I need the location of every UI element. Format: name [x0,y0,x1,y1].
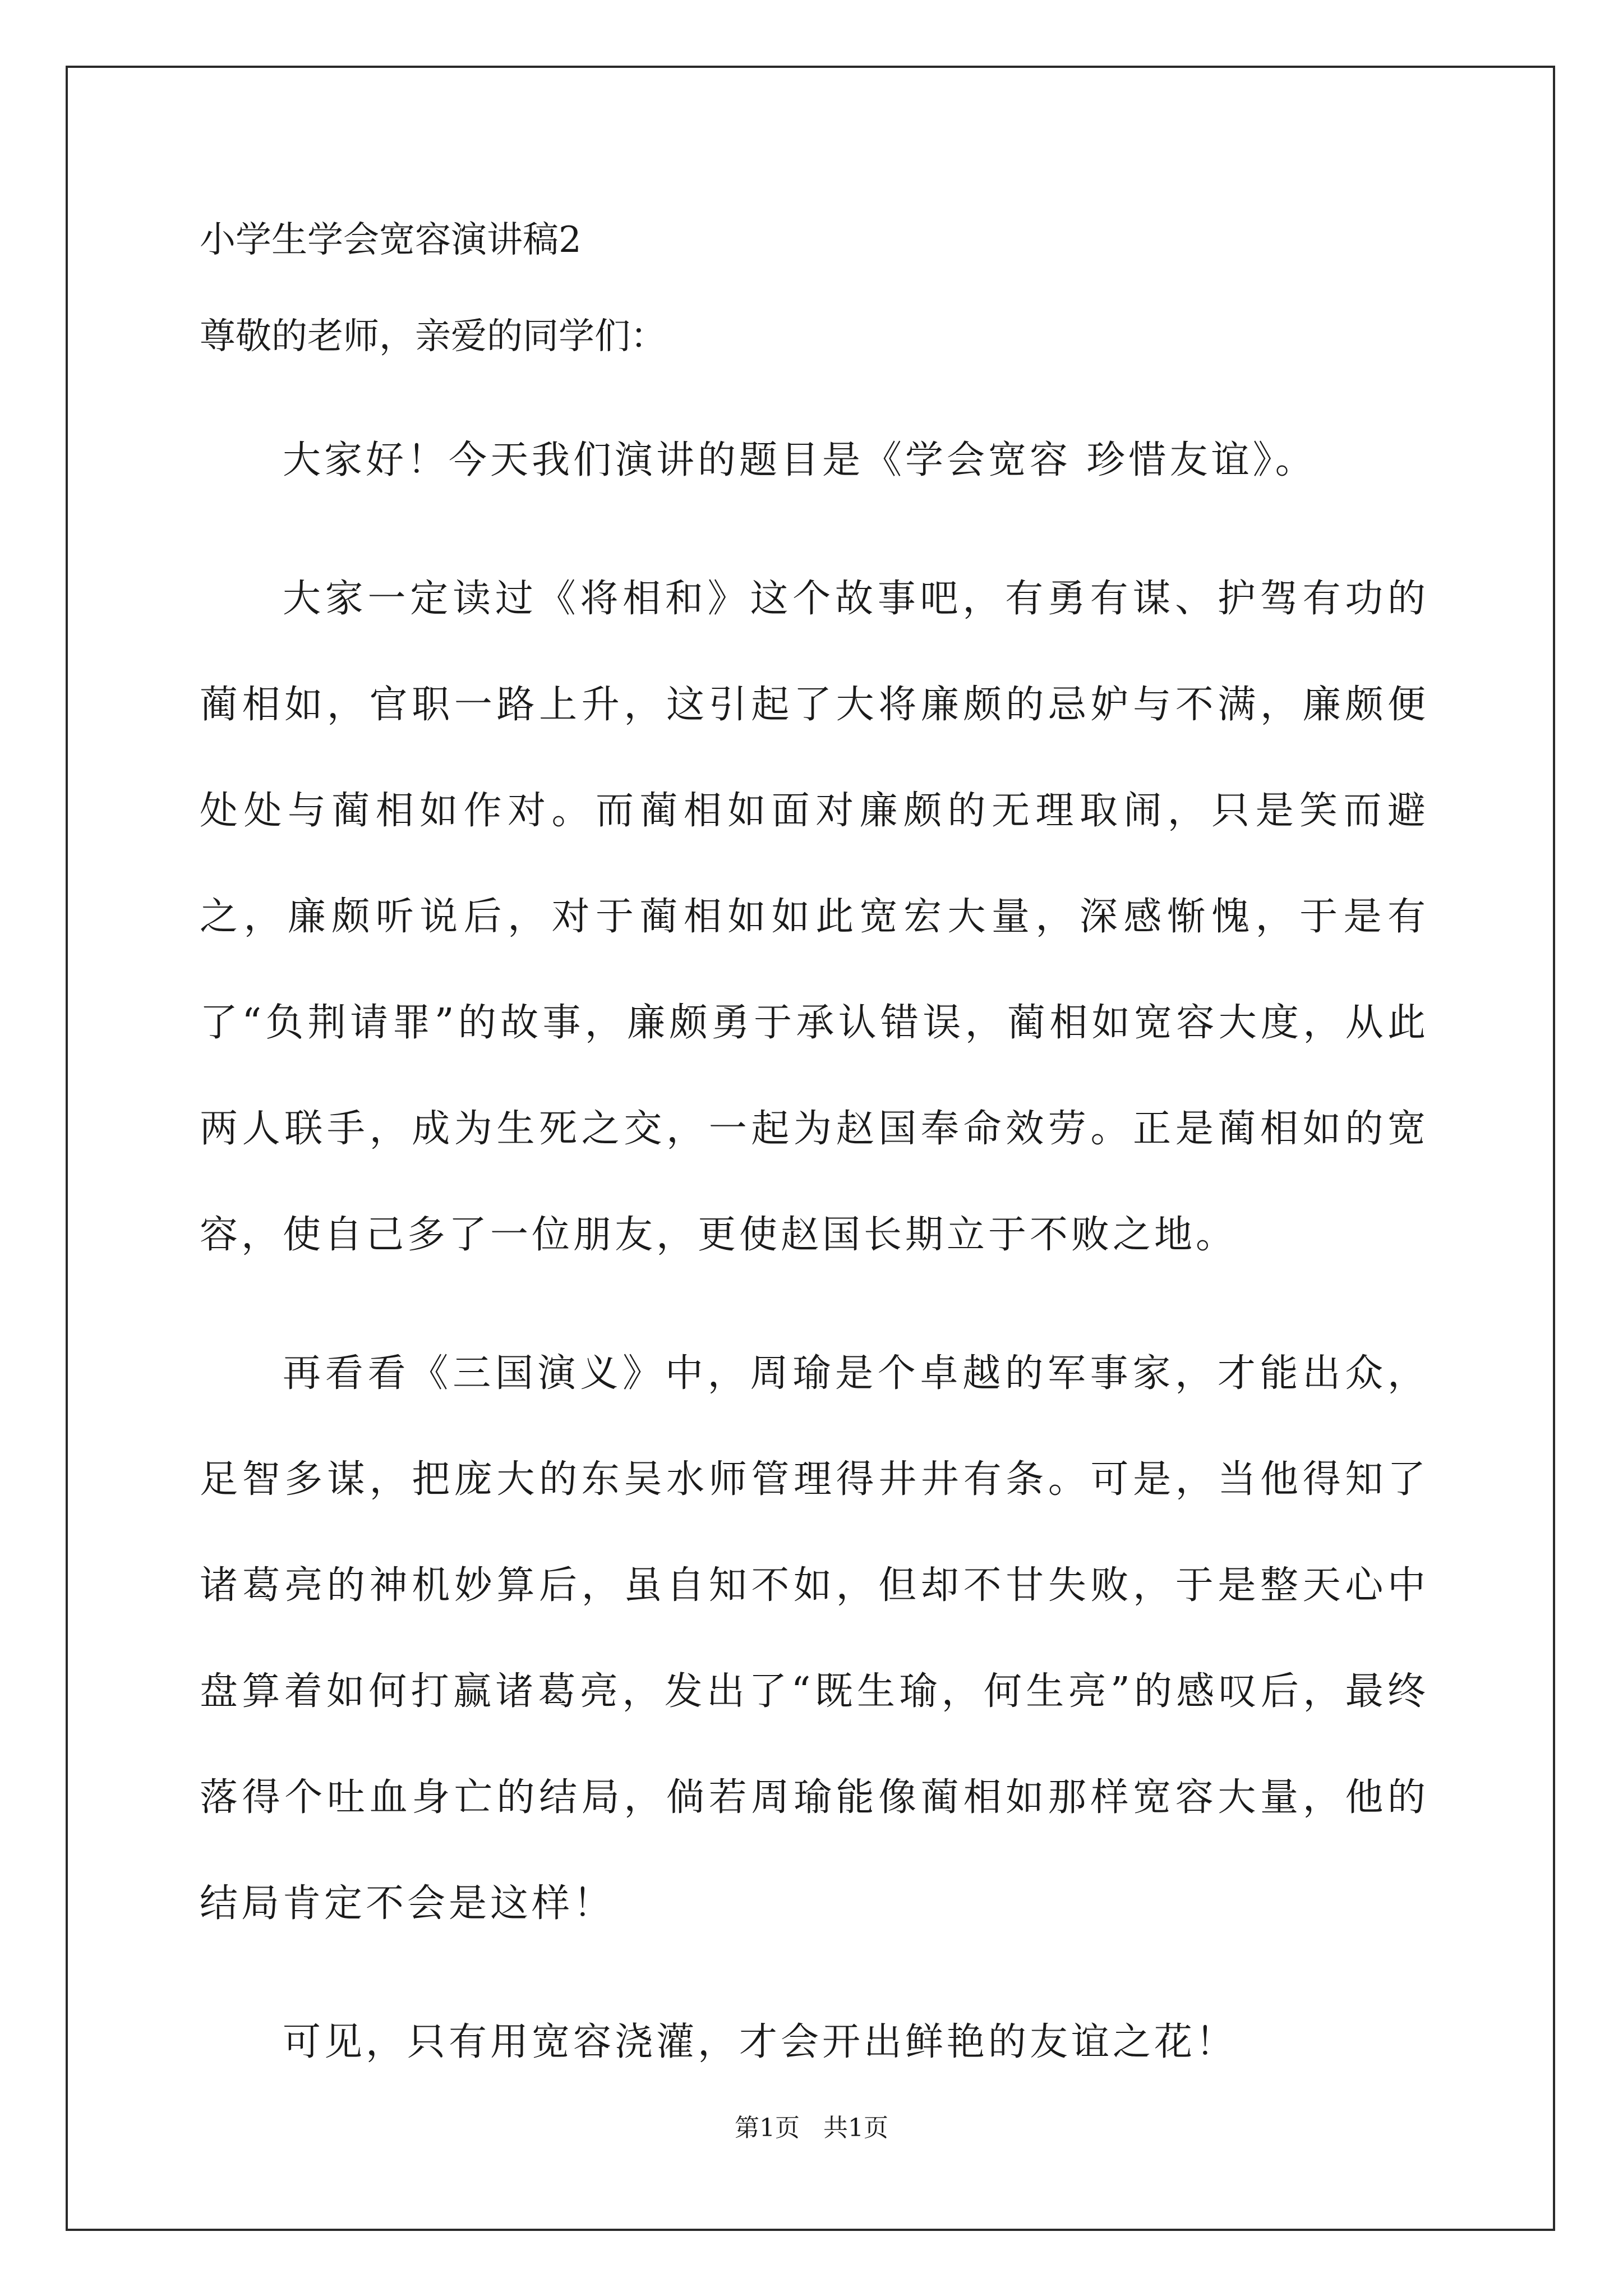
greeting-line: 尊敬的老师，亲爱的同学们： [200,316,666,357]
document-body [200,220,1429,2095]
document-title: 小学生学会宽容演讲稿2 [200,219,582,261]
paragraph-jiangxianghe: 大家一定读过《将相和》这个故事吧，有勇有谋、护驾有功的蔺相如，官职一路上升，这引起了大将廉颇的忌妒与不满，廉颇便处处与蔺相如作对。而蔺相如面对廉颇的无理取闹，只是笑而避之，廉颇听说后，对于蔺相如如此宽宏大量，深感惭愧，于是有了“负荆请罪”的故事，廉颇勇于承认错误，蔺相如宽容大度，从此两人联手，成为生死之交，一起为赵国奉命效劳。正是蔺相如的宽容，使自己多了一位朋友，更使赵国长期立于不败之地。 [200,577,1429,1257]
paragraph-conclusion: 可见，只有用宽容浇灌，才会开出鲜艳的友谊之花！ [283,2020,1238,2064]
paragraph-intro: 大家好！今天我们演讲的题目是《学会宽容 珍惜友谊》。 [283,438,1317,482]
paragraph-sanguo: 再看看《三国演义》中，周瑜是个卓越的军事家，才能出众，足智多谋，把庞大的东吴水师管理得井井有条。可是，当他得知了诸葛亮的神机妙算后，虽自知不如，但却不甘失败，于是整天心中盘算着如何打赢诸葛亮，发出了“既生瑜，何生亮”的感叹后，最终落得个吐血身亡的结局，倘若周瑜能像蔺相如那样宽容大量，他的结局肯定不会是这样！ [200,1351,1429,1926]
page-number-footer: 第1页 共1页 [735,2114,888,2142]
